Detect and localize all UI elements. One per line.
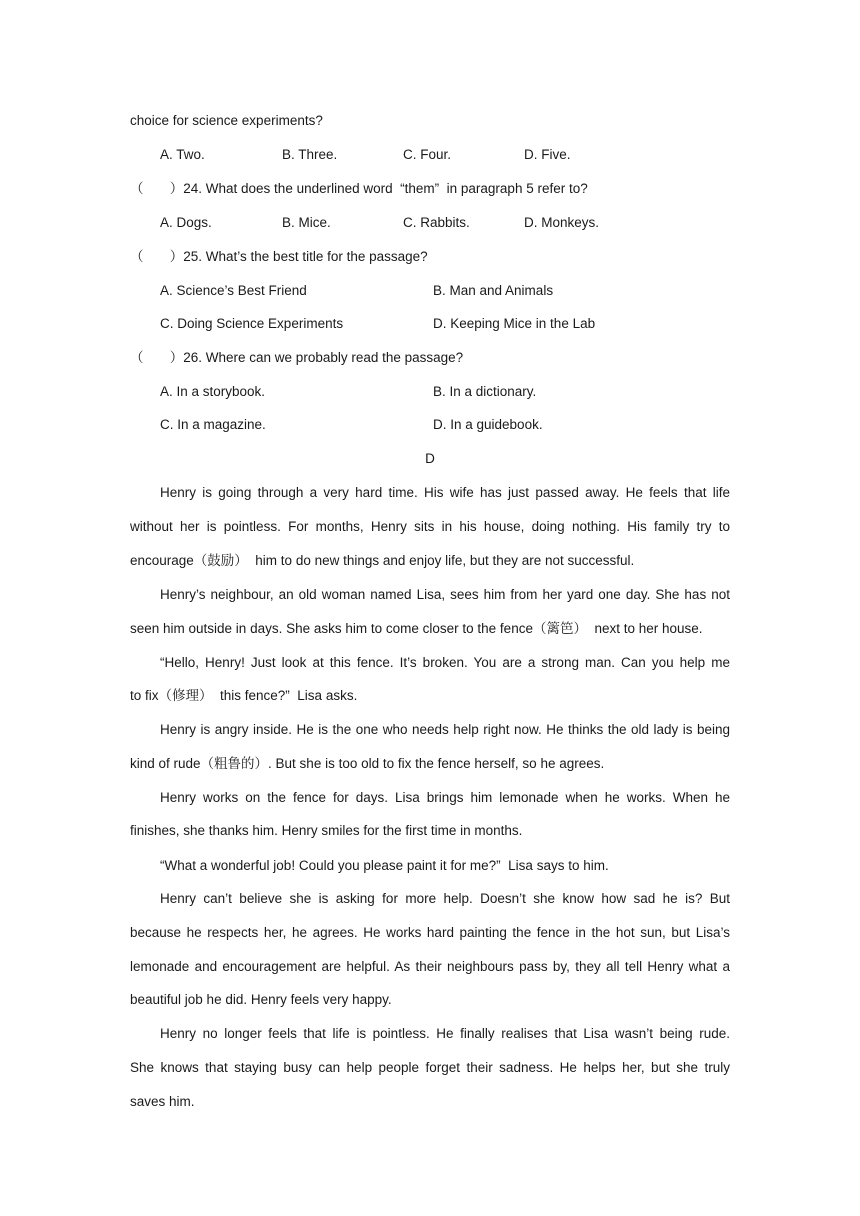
q23-option-b: B. Three.: [282, 147, 338, 162]
passage-line: because he respects her, he agrees. He works hard painting the fence in the hot sun, but Lisa’s: [130, 925, 730, 940]
q23-option-d: D. Five.: [524, 147, 571, 162]
passage-line: saves him.: [130, 1094, 195, 1109]
passage-line: finishes, she thanks him. Henry smiles for the first time in months.: [130, 823, 523, 838]
passage-line: beautiful job he did. Henry feels very happy.: [130, 992, 392, 1007]
passage-line: lemonade and encouragement are helpful. As their neighbours pass by, they all tell Henry what a: [130, 959, 730, 974]
passage-line: “Hello, Henry! Just look at this fence. It’s broken. You are a strong man. Can you help me: [160, 655, 730, 670]
passage-line: seen him outside in days. She asks him to come closer to the fence（篱笆） next to her house.: [130, 621, 703, 636]
q26-option-c: C. In a magazine.: [160, 417, 266, 432]
passage-line: Henry’s neighbour, an old woman named Lisa, sees him from her yard one day. She has not: [160, 587, 730, 602]
passage-line: She knows that staying busy can help people forget their sadness. He helps her, but she truly: [130, 1060, 730, 1075]
q25-option-b: B. Man and Animals: [433, 283, 554, 298]
q25-option-d: D. Keeping Mice in the Lab: [433, 316, 596, 331]
q26-option-a: A. In a storybook.: [160, 384, 266, 399]
passage-line: kind of rude（粗鲁的）. But she is too old to fix the fence herself, so he agrees.: [130, 756, 605, 771]
q24-option-d: D. Monkeys.: [524, 215, 600, 230]
q24-option-a: A. Dogs.: [160, 215, 212, 230]
q24-option-c: C. Rabbits.: [403, 215, 470, 230]
q25-option-a: A. Science’s Best Friend: [160, 283, 307, 298]
question-24-text: （ ）24. What does the underlined word “them” in paragraph 5 refer to?: [130, 181, 588, 196]
q25-option-c: C. Doing Science Experiments: [160, 316, 344, 331]
q23-option-c: C. Four.: [403, 147, 452, 162]
passage-line: to fix（修理） this fence?” Lisa asks.: [130, 688, 358, 703]
question-23-text: choice for science experiments?: [130, 113, 323, 128]
section-heading: D: [425, 451, 435, 466]
passage-line: “What a wonderful job! Could you please paint it for me?” Lisa says to him.: [160, 858, 609, 873]
question-25-text: （ ）25. What’s the best title for the passage?: [130, 249, 428, 264]
q24-option-b: B. Mice.: [282, 215, 331, 230]
q26-option-b: B. In a dictionary.: [433, 384, 537, 399]
q26-option-d: D. In a guidebook.: [433, 417, 543, 432]
passage-line: Henry works on the fence for days. Lisa brings him lemonade when he works. When he: [160, 790, 730, 805]
passage-line: Henry is going through a very hard time. His wife has just passed away. He feels that life: [160, 485, 730, 500]
passage-line: Henry can’t believe she is asking for more help. Doesn’t she know how sad he is? But: [160, 891, 730, 906]
question-26-text: （ ）26. Where can we probably read the passage?: [130, 350, 464, 365]
passage-line: without her is pointless. For months, Henry sits in his house, doing nothing. His family try to: [130, 519, 730, 534]
passage-line: Henry no longer feels that life is pointless. He finally realises that Lisa wasn’t being rude.: [160, 1026, 730, 1041]
q23-option-a: A. Two.: [160, 147, 205, 162]
passage-line: encourage（鼓励） him to do new things and enjoy life, but they are not successful.: [130, 553, 635, 568]
passage-line: Henry is angry inside. He is the one who needs help right now. He thinks the old lady is being: [160, 722, 730, 737]
